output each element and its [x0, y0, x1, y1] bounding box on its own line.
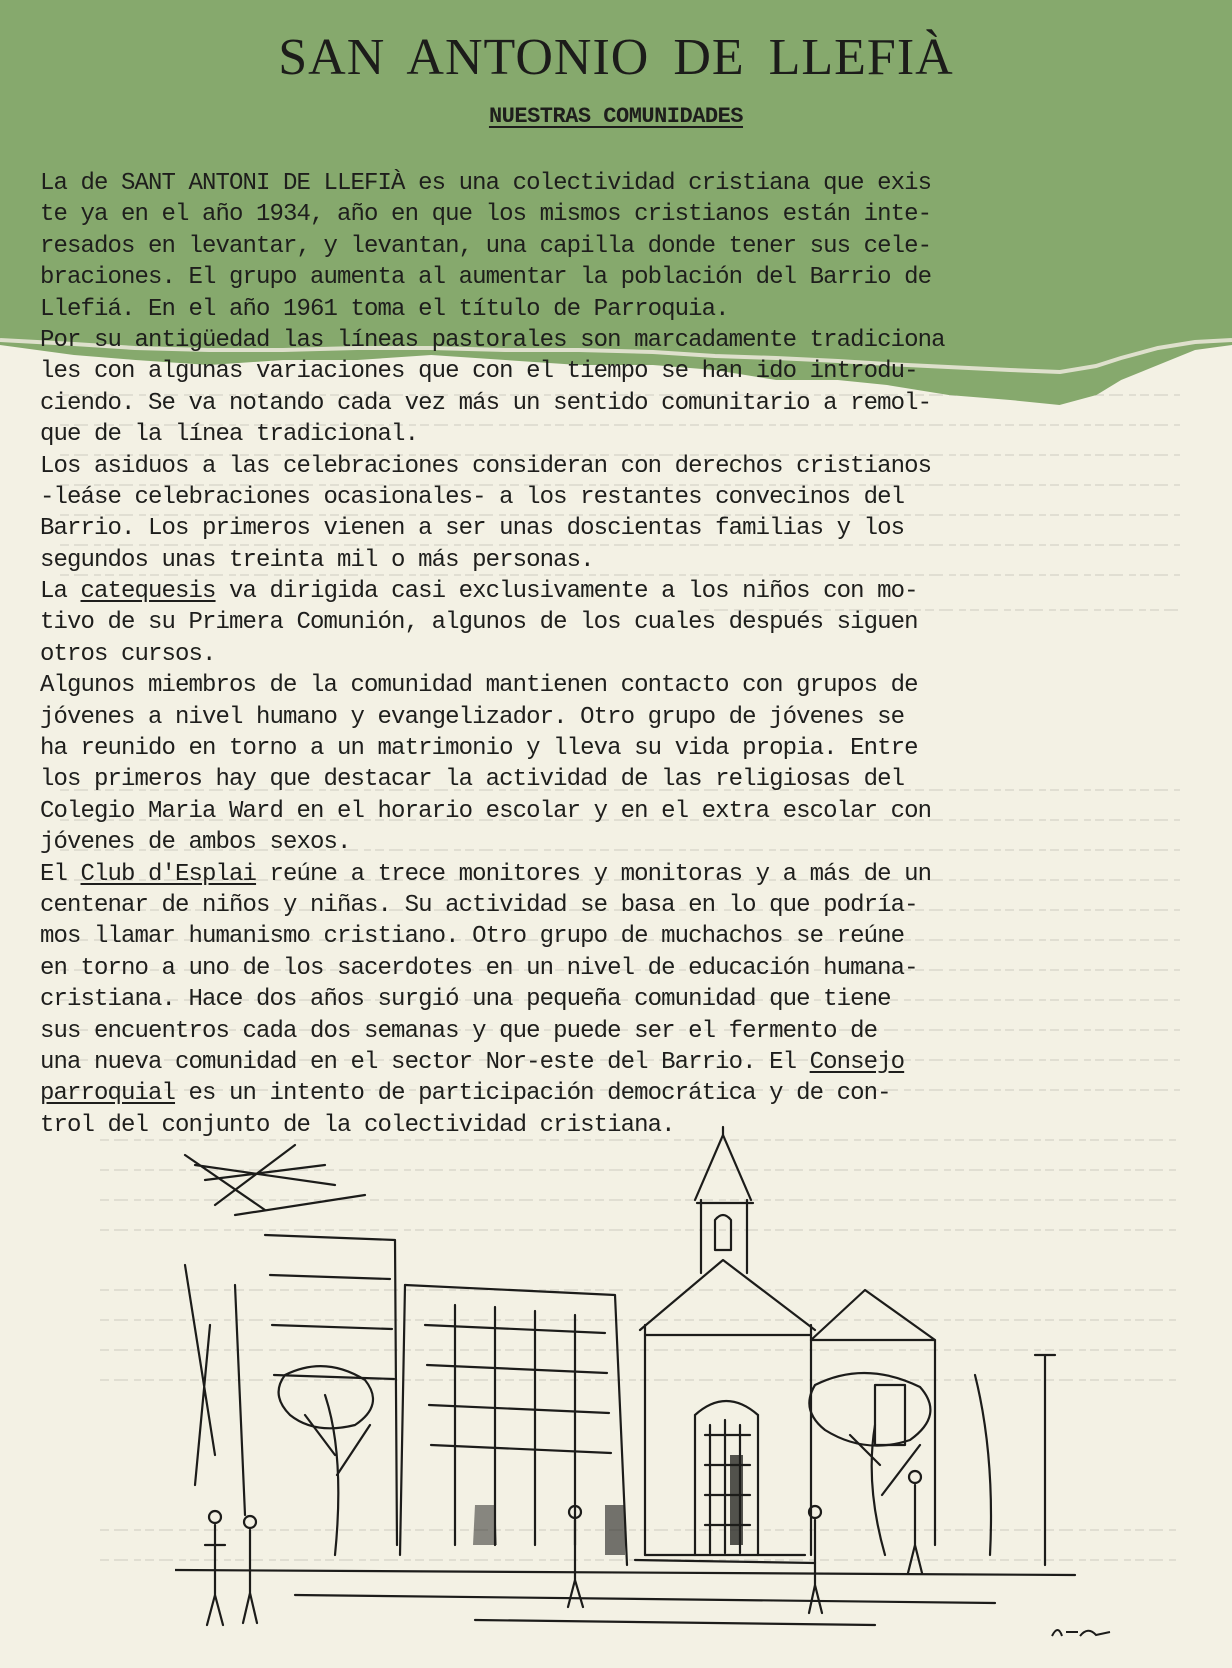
text-segment: -leáse celebraciones ocasionales- a los restantes convecinos del	[40, 483, 905, 511]
text-line	[40, 827, 1200, 858]
text-line	[40, 670, 1200, 701]
text-segment: en torno a uno de los sacerdotes en un nivel de educación humana-	[40, 954, 918, 982]
text-segment: ciendo. Se va notando cada vez más un sentido comunitario a remol-	[40, 389, 932, 417]
text-line	[40, 451, 1200, 482]
text-segment: les con algunas variaciones que con el tiempo se han ido introdu-	[40, 358, 918, 386]
text-segment: braciones. El grupo aumenta al aumentar la población del Barrio de	[40, 264, 932, 292]
text-segment: Los asiduos a las celebraciones consideran con derechos cristianos	[40, 452, 932, 480]
text-segment: jóvenes de ambos sexos.	[40, 829, 351, 857]
text-segment: es un intento de participación democrática y de con-	[175, 1080, 891, 1108]
text-line	[40, 388, 1200, 419]
body-text	[40, 168, 1200, 1141]
text-line	[40, 890, 1200, 921]
text-line	[40, 859, 1200, 890]
text-line	[40, 168, 1200, 199]
underlined-term: parroquial	[40, 1080, 176, 1108]
text-segment: mos llamar humanismo cristiano. Otro grupo de muchachos se reúne	[40, 923, 905, 951]
text-segment: una nueva comunidad en el sector Nor-este del Barrio. El	[40, 1048, 810, 1076]
text-line	[40, 576, 1200, 607]
text-line	[40, 419, 1200, 450]
section-subtitle: NUESTRAS COMUNIDADES	[488, 104, 744, 129]
text-line	[40, 733, 1200, 764]
text-segment: que de la línea tradicional.	[40, 421, 419, 449]
text-line	[40, 325, 1200, 356]
text-line	[40, 482, 1200, 513]
text-line	[40, 702, 1200, 733]
text-line	[40, 639, 1200, 670]
artist-signature	[1048, 1620, 1118, 1642]
text-segment: te ya en el año 1934, año en que los mismos cristianos están inte-	[40, 201, 932, 229]
text-segment: Colegio Maria Ward en el horario escolar y en el extra escolar con	[40, 797, 932, 825]
underlined-term: catequesis	[80, 578, 216, 606]
text-line	[40, 921, 1200, 952]
text-line	[40, 607, 1200, 638]
text-segment: Llefiá. En el año 1961 toma el título de Parroquia.	[40, 295, 729, 323]
text-line	[40, 1047, 1200, 1078]
text-segment: sus encuentros cada dos semanas y que puede ser el fermento de	[40, 1017, 878, 1045]
text-segment: otros cursos.	[40, 640, 216, 668]
text-line	[40, 294, 1200, 325]
text-segment: trol del conjunto de la colectividad cristiana.	[40, 1111, 675, 1139]
underlined-term: Club d'Esplai	[80, 860, 257, 888]
text-segment: Barrio. Los primeros vienen a ser unas doscientas familias y los	[40, 515, 905, 543]
text-segment: La de SANT ANTONI DE LLEFIÀ es una colectividad cristiana que exis	[40, 170, 932, 197]
text-segment: reúne a trece monitores y monitoras y a más de un	[256, 860, 932, 888]
text-segment: El	[40, 860, 81, 888]
text-line	[40, 356, 1200, 387]
text-segment: tivo de su Primera Comunión, algunos de los cuales después siguen	[40, 609, 918, 637]
text-segment: Por su antigüedad las líneas pastorales son marcadamente tradiciona	[40, 326, 945, 354]
text-line	[40, 953, 1200, 984]
text-line	[40, 1016, 1200, 1047]
underlined-term: Consejo	[809, 1048, 905, 1076]
text-line	[40, 545, 1200, 576]
text-line	[40, 231, 1200, 262]
text-segment: La	[40, 578, 81, 606]
text-segment: cristiana. Hace dos años surgió una pequeña comunidad que tiene	[40, 986, 891, 1014]
text-line	[40, 262, 1200, 293]
text-segment: resados en levantar, y levantan, una capilla donde tener sus cele-	[40, 232, 932, 260]
text-line	[40, 513, 1200, 544]
text-segment: va dirigida casi exclusivamente a los niños con mo-	[215, 578, 918, 606]
text-line	[40, 984, 1200, 1015]
text-line	[40, 764, 1200, 795]
text-segment: los primeros hay que destacar la actividad de las religiosas del	[40, 766, 905, 794]
text-line	[40, 796, 1200, 827]
church-sketch-illustration	[175, 1125, 1095, 1645]
text-line	[40, 199, 1200, 230]
text-line	[40, 1078, 1200, 1109]
text-segment: jóvenes a nivel humano y evangelizador. Otro grupo de jóvenes se	[40, 703, 905, 731]
text-segment: Algunos miembros de la comunidad mantienen contacto con grupos de	[40, 672, 918, 700]
text-segment: segundos unas treinta mil o más personas.	[40, 546, 594, 574]
text-segment: centenar de niños y niñas. Su actividad se basa en lo que podría-	[40, 891, 918, 919]
page-title: SAN ANTONIO DE LLEFIÀ	[278, 29, 954, 86]
text-segment: ha reunido en torno a un matrimonio y lleva su vida propia. Entre	[40, 735, 918, 763]
